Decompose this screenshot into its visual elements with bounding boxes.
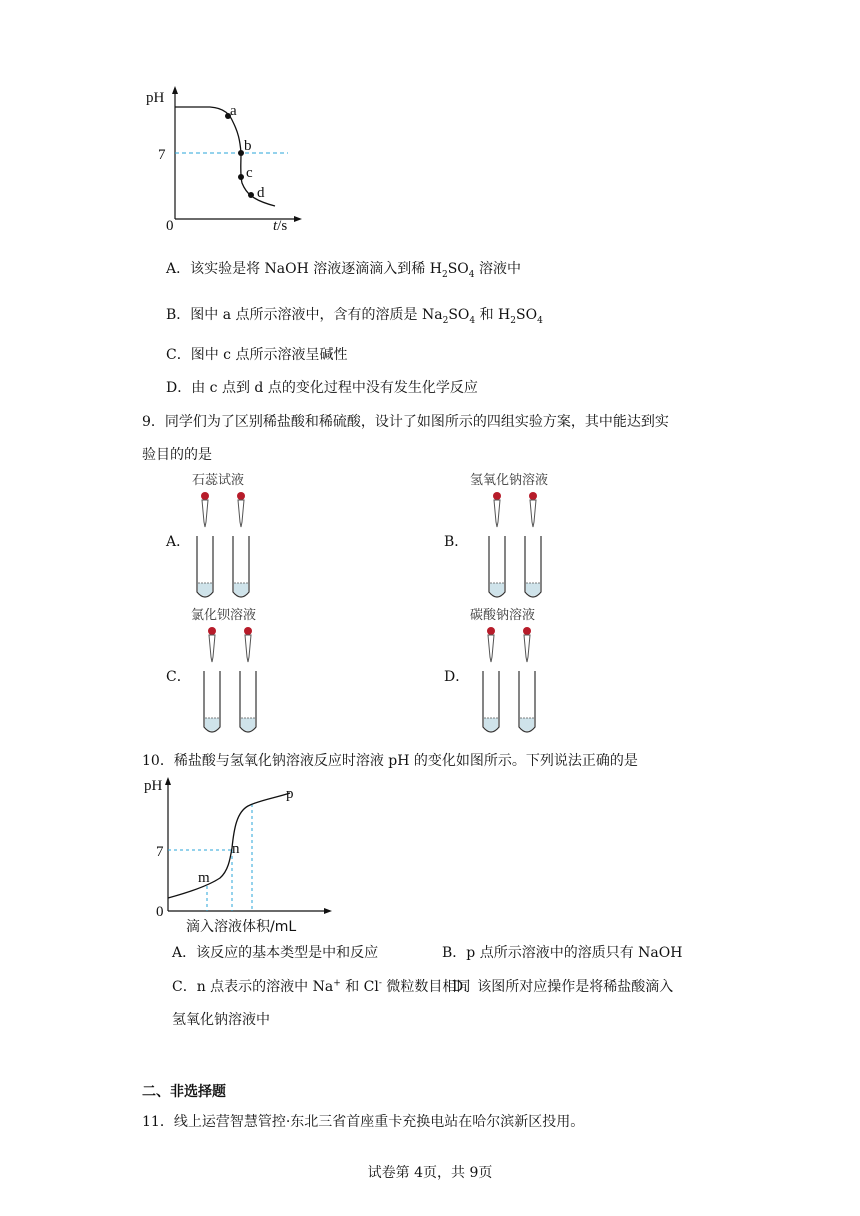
q10-ph7-label: 7 bbox=[156, 844, 164, 860]
q9-reagent-d: 碳酸钠溶液 bbox=[470, 608, 536, 623]
q8-label-a: a bbox=[230, 103, 237, 119]
q9-apparatus-c bbox=[185, 605, 285, 740]
q8-y-label: pH bbox=[146, 90, 165, 106]
q10-label-m: m bbox=[198, 870, 210, 886]
q9-reagent-b: 氢氧化钠溶液 bbox=[470, 473, 549, 488]
q10-option-c: C．n 点表示的溶液中 Na+ 和 Cl- 微粒数目相同 bbox=[172, 978, 471, 995]
test-tube-icon bbox=[489, 536, 505, 597]
q10-stem: 10．稀盐酸与氢氧化钠溶液反应时溶液 pH 的变化如图所示。下列说法正确的是 bbox=[142, 753, 638, 769]
q9-apparatus-a bbox=[180, 470, 280, 605]
test-tube-icon bbox=[525, 536, 541, 597]
q9-option-d-letter: D． bbox=[444, 669, 470, 685]
q10-label-n: n bbox=[232, 841, 240, 857]
dropper-icon bbox=[244, 627, 252, 662]
dropper-icon bbox=[208, 627, 216, 662]
q9-apparatus-b bbox=[465, 470, 575, 605]
q10-y-axis-arrow bbox=[165, 777, 171, 785]
q8-ph-graph bbox=[140, 80, 310, 235]
section-title: 二、非选择题 bbox=[142, 1084, 226, 1100]
dropper-icon bbox=[201, 492, 209, 527]
q10-origin-label: 0 bbox=[156, 904, 164, 920]
q8-point-c bbox=[238, 174, 244, 180]
q9-stem-line1: 9．同学们为了区别稀盐酸和稀硫酸，设计了如图所示的四组实验方案，其中能达到实 bbox=[142, 414, 669, 430]
q9-reagent-c: 氯化钡溶液 bbox=[191, 608, 257, 623]
test-tube-icon bbox=[204, 671, 220, 732]
dropper-icon bbox=[493, 492, 501, 527]
q10-option-d-line1: D．该图所对应操作是将稀盐酸滴入 bbox=[452, 979, 674, 995]
q8-x-axis-arrow bbox=[294, 216, 302, 222]
q8-option-c: C．图中 c 点所示溶液呈碱性 bbox=[166, 347, 348, 363]
q11-stem: 11．线上运营智慧管控·东北三省首座重卡充换电站在哈尔滨新区投用。 bbox=[142, 1114, 585, 1130]
q10-ph-graph bbox=[140, 768, 340, 938]
q8-x-label: t/s bbox=[273, 218, 288, 234]
q10-option-d-line2: 氢氧化钠溶液中 bbox=[172, 1012, 270, 1028]
test-tube-icon bbox=[240, 671, 256, 732]
q10-x-label: 滴入溶液体积/mL bbox=[186, 919, 297, 935]
dropper-icon bbox=[529, 492, 537, 527]
q8-label-b: b bbox=[244, 138, 252, 154]
test-tube-icon bbox=[233, 536, 249, 597]
test-tube-icon bbox=[519, 671, 535, 732]
test-tube-icon bbox=[197, 536, 213, 597]
q8-label-d: d bbox=[257, 185, 265, 201]
q9-reagent-a: 石蕊试液 bbox=[192, 473, 245, 488]
q8-ph7-label: 7 bbox=[158, 147, 166, 163]
page-footer: 试卷第 4页，共 9页 bbox=[367, 1165, 493, 1181]
q10-ph-curve bbox=[168, 793, 290, 898]
q9-option-c-letter: C． bbox=[166, 669, 191, 685]
q8-origin-label: 0 bbox=[166, 218, 174, 234]
q9-apparatus-d bbox=[462, 605, 572, 740]
q10-option-a: A．该反应的基本类型是中和反应 bbox=[172, 945, 379, 961]
dropper-icon bbox=[237, 492, 245, 527]
q8-point-d bbox=[248, 192, 254, 198]
q8-label-c: c bbox=[246, 165, 253, 181]
q8-option-a: A．该实验是将 NaOH 溶液逐滴滴入到稀 $H_2SO_4$ 溶液中 bbox=[166, 261, 521, 280]
q10-x-axis-arrow bbox=[324, 908, 332, 914]
test-tube-icon bbox=[483, 671, 499, 732]
q10-y-label: pH bbox=[144, 778, 163, 794]
q8-option-d: D．由 c 点到 d 点的变化过程中没有发生化学反应 bbox=[166, 380, 478, 396]
q8-option-b: B．图中 a 点所示溶液中，含有的溶质是 $Na_2SO_4$ 和 $H_2SO_4$ bbox=[166, 307, 543, 326]
dropper-icon bbox=[523, 627, 531, 662]
q8-y-axis-arrow bbox=[172, 86, 178, 94]
q9-option-a-letter: A． bbox=[166, 534, 191, 550]
q9-stem-line2: 验目的的是 bbox=[142, 447, 212, 463]
q10-label-p: p bbox=[286, 786, 294, 802]
dropper-icon bbox=[487, 627, 495, 662]
q9-option-b-letter: B． bbox=[444, 534, 469, 550]
q10-option-b: B．p 点所示溶液中的溶质只有 NaOH bbox=[442, 945, 683, 961]
